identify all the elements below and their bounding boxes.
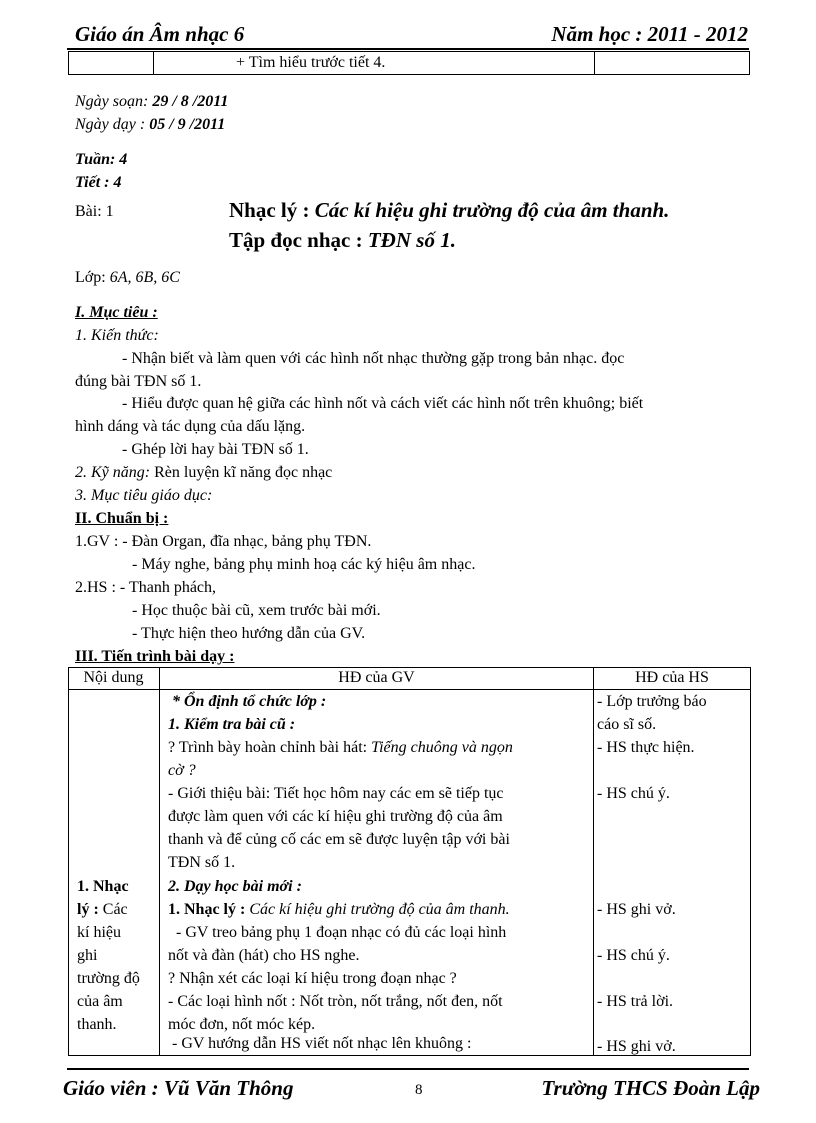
gv-line-16: - GV hướng dẫn HS viết nốt nhạc lên khuông : — [172, 1035, 472, 1052]
top-table-cell-1 — [69, 52, 154, 75]
gv-line-10-a: 1. Nhạc lý : — [168, 901, 246, 918]
lesson-title-2-text: TĐN số 1. — [367, 228, 456, 252]
gv-line-2: 1. Kiểm tra bài cũ : — [168, 716, 296, 733]
prep-gv-label: 1.GV : — [75, 533, 119, 550]
gv-line-6: được làm quen với các kí hiệu ghi trường độ của âm — [168, 808, 503, 825]
date-prepared-value: 29 / 8 /2011 — [152, 93, 229, 110]
header-rule — [67, 48, 749, 50]
content-1: 1. Nhạc — [77, 878, 129, 895]
col-gv-header: HĐ của GV — [338, 669, 415, 686]
class-label: Lớp: — [75, 269, 106, 286]
gv-line-4: cờ ? — [168, 762, 196, 779]
top-table-text: + Tìm hiểu trước tiết 4. — [236, 54, 386, 71]
prep-hs-3: - Thực hiện theo hướng dẫn của GV. — [132, 625, 366, 642]
lesson-label: Bài: 1 — [75, 203, 114, 220]
prep-hs-label: 2.HS : — [75, 579, 116, 596]
gv-line-3-a: ? Trình bày hoàn chỉnh bài hát: — [168, 739, 372, 756]
gv-line-3 — [168, 738, 513, 758]
period-label: Tiết : 4 — [75, 174, 122, 191]
top-table — [68, 51, 750, 75]
content-6: của âm — [77, 993, 123, 1010]
knowledge-1-line-2: đúng bài TĐN số 1. — [75, 373, 202, 390]
hs-line-3: - HS thực hiện. — [597, 739, 695, 756]
process-col-rule-1 — [159, 667, 160, 1055]
class-line — [75, 268, 180, 288]
content-7: thanh. — [77, 1016, 117, 1033]
gv-line-1: * Ổn định tổ chức lớp : — [172, 693, 327, 710]
content-5: trường độ — [77, 970, 140, 987]
knowledge-1-line-1: - Nhận biết và làm quen với các hình nốt nhạc thường gặp trong bản nhạc. đọc — [122, 350, 625, 367]
knowledge-2-line-1: - Hiểu được quan hệ giữa các hình nốt và cách viết các hình nốt trên khuông; biết — [122, 395, 644, 412]
date-prepared — [75, 92, 228, 112]
top-table-cell-3 — [595, 52, 750, 75]
knowledge-3: - Ghép lời hay bài TĐN số 1. — [122, 441, 309, 458]
skill-line — [75, 463, 332, 483]
date-taught-label: Ngày dạy : — [75, 116, 146, 133]
prep-hs-1 — [75, 578, 216, 598]
process-table — [68, 667, 750, 1055]
top-table-cell-2 — [154, 52, 595, 75]
process-heading: III. Tiến trình bài dạy : — [75, 648, 235, 665]
prep-hs-1-text: - Thanh phách, — [115, 579, 217, 596]
knowledge-label: 1. Kiến thức: — [75, 327, 159, 344]
gv-line-12: nốt và đàn (hát) cho HS nghe. — [168, 947, 360, 964]
content-2 — [77, 900, 128, 920]
gv-line-13: ? Nhận xét các loại kí hiệu trong đoạn nhạc ? — [168, 970, 457, 987]
gv-line-10-b: Các kí hiệu ghi trường độ của âm thanh. — [245, 901, 510, 918]
content-2-a: lý : — [77, 901, 99, 918]
gv-line-3-b: Tiếng chuông và ngọn — [371, 739, 513, 756]
date-taught — [75, 115, 225, 135]
objectives-heading: I. Mục tiêu : — [75, 304, 158, 321]
knowledge-2-line-2: hình dáng và tác dụng của dấu lặng. — [75, 418, 306, 435]
skill-text: Rèn luyện kĩ năng đọc nhạc — [150, 464, 333, 481]
footer-right: Trường THCS Đoàn Lập — [541, 1076, 760, 1100]
prep-gv-1 — [75, 532, 371, 552]
col-hs-header: HĐ của HS — [635, 669, 709, 686]
content-2-b: Các — [102, 901, 128, 918]
content-3: kí hiệu — [77, 924, 121, 941]
skill-label: 2. Kỹ năng: — [75, 464, 151, 481]
hs-line-8: - HS ghi vở. — [597, 1038, 676, 1055]
week-label: Tuần: 4 — [75, 151, 128, 168]
footer-left: Giáo viên : Vũ Văn Thông — [63, 1076, 294, 1100]
hs-line-4: - HS chú ý. — [597, 785, 670, 802]
date-prepared-label: Ngày soạn: — [75, 93, 149, 110]
class-value: 6A, 6B, 6C — [109, 269, 180, 286]
hs-line-2: cáo sĩ số. — [597, 716, 657, 733]
gv-line-8: TĐN số 1. — [168, 854, 236, 871]
hs-line-7: - HS trả lời. — [597, 993, 674, 1010]
gv-line-14: - Các loại hình nốt : Nốt tròn, nốt trắng, nốt đen, nốt — [168, 993, 503, 1010]
footer-rule — [67, 1068, 749, 1070]
page-number: 8 — [415, 1082, 423, 1098]
header-right: Năm học : 2011 - 2012 — [551, 22, 748, 46]
prep-gv-1-text: - Đàn Organ, đĩa nhạc, bảng phụ TĐN. — [118, 533, 372, 550]
gv-line-15: móc đơn, nốt móc kép. — [168, 1016, 316, 1033]
gv-line-7: thanh và để củng cố các em sẽ được luyện tập với bài — [168, 831, 510, 848]
lesson-title-2 — [229, 228, 456, 253]
hs-line-6: - HS chú ý. — [597, 947, 670, 964]
hs-line-1: - Lớp trưởng báo — [597, 693, 707, 710]
lesson-title-2-prefix: Tập đọc nhạc : — [229, 228, 363, 252]
prep-hs-2: - Học thuộc bài cũ, xem trước bài mới. — [132, 602, 381, 619]
process-col-rule-2 — [593, 667, 594, 1055]
col-content-header: Nội dung — [83, 669, 144, 686]
education-label: 3. Mục tiêu giáo dục: — [75, 487, 213, 504]
prep-heading: II. Chuẩn bị : — [75, 510, 169, 527]
gv-line-5: - Giới thiệu bài: Tiết học hôm nay các em sẽ tiếp tục — [168, 785, 504, 802]
date-taught-value: 05 / 9 /2011 — [149, 116, 226, 133]
prep-gv-2: - Máy nghe, bảng phụ minh hoạ các ký hiệu âm nhạc. — [132, 556, 476, 573]
lesson-title-1-prefix: Nhạc lý : — [229, 198, 310, 222]
gv-line-10 — [168, 900, 510, 920]
hs-line-5: - HS ghi vở. — [597, 901, 676, 918]
header-left: Giáo án Âm nhạc 6 — [75, 22, 245, 46]
content-4: ghi — [77, 947, 98, 964]
lesson-title-1 — [229, 198, 669, 223]
lesson-title-1-text: Các kí hiệu ghi trường độ của âm thanh. — [314, 198, 670, 222]
gv-line-9: 2. Dạy học bài mới : — [168, 878, 302, 895]
gv-line-11: - GV treo bảng phụ 1 đoạn nhạc có đủ các loại hình — [176, 924, 507, 941]
process-header-rule — [68, 689, 750, 690]
